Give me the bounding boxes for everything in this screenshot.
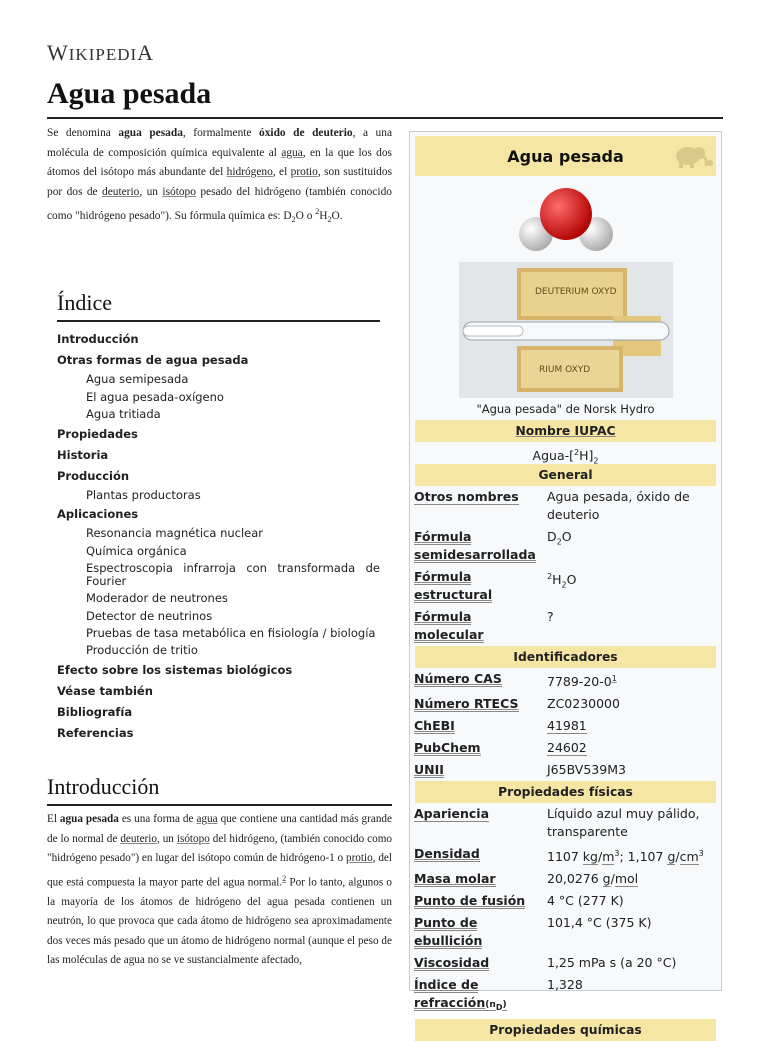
link-unii[interactable]: UNII [414, 762, 444, 778]
section-header-general: General [415, 464, 716, 486]
iupac-name: Agua-$[^2H]_2$ [532, 448, 599, 466]
toc-title: Índice [57, 290, 380, 322]
toc-item[interactable]: Bibliografía [57, 704, 133, 719]
toc-list [57, 329, 380, 744]
link-densidad[interactable]: Densidad [414, 846, 480, 862]
toc-subitem[interactable]: Química orgánica [86, 543, 187, 558]
toc-subitem[interactable]: Pruebas de tasa metabólica en fisiología / biología [86, 626, 376, 640]
row-formula-molecular: Fórmula molecular ? [414, 609, 554, 642]
toc-subitem[interactable]: Agua tritiada [86, 407, 161, 421]
section-paragraph: El agua pesada es una forma de agua que contiene una cantidad más grande de lo normal de deuterio, un isótopo del hidrógeno, (también conocido como "hidrógeno pesado") en lugar del isótopo común de hidrógeno-1 o protio, del que está compuesta la mayor parte del agua normal.$^2$ Por lo tanto, algunos o la mayoría de los átomos de hidrógeno del agua pesada contienen un neutrón, lo que provoca que cada átomo de hidrógeno sea aproximadamente dos veces más pesado que un átomo de hidrógeno normal (aunque el peso de las moléculas de agua no se ve sustancialmente afectado, [47, 813, 393, 967]
table-of-contents [57, 290, 380, 744]
link-indice-refraccion[interactable]: Índice de refracción [414, 977, 486, 1011]
toc-item[interactable]: Introducción [57, 332, 139, 346]
link-pubchem-value[interactable]: 24602 [547, 740, 587, 756]
row-apariencia: Apariencia Líquido azul muy pálido, transparente [414, 806, 700, 840]
row-numero-cas: Número CAS $7789-20-0^1$ [414, 671, 617, 690]
link-punto-fusion[interactable]: Punto de fusión [414, 893, 526, 909]
link-deuterio[interactable]: deuterio [102, 185, 140, 198]
row-unii: UNII J65BV539M3 [414, 762, 626, 778]
row-punto-fusion: Punto de fusión 4 °C (277 K) [414, 893, 624, 909]
toc-item[interactable]: Otras formas de agua pesada [57, 353, 249, 367]
section-header-propiedades-quimicas: Propiedades químicas [415, 1019, 716, 1041]
toc-subitem[interactable]: Resonancia magnética nuclear [86, 526, 264, 540]
link-numero-rtecs[interactable]: Número RTECS [414, 696, 519, 712]
toc-subitem[interactable]: Espectroscopia infrarroja con transformada de Fourier [86, 561, 380, 588]
link-viscosidad[interactable]: Viscosidad [414, 955, 490, 971]
ampoule-photo[interactable] [459, 262, 673, 398]
link-pubchem[interactable]: PubChem [414, 740, 481, 756]
image-caption: "Agua pesada" de Norsk Hydro [476, 402, 655, 416]
infobox-title: Agua pesada [415, 136, 716, 176]
link-deuterio[interactable]: deuterio [120, 832, 157, 845]
row-otros-nombres: Otros nombres Agua pesada, óxido de deuterio [414, 489, 690, 522]
link-masa-molar[interactable]: Masa molar [414, 871, 496, 887]
section-header-iupac[interactable]: Nombre IUPAC [415, 420, 716, 442]
toc-subitem[interactable]: Detector de neutrinos [86, 608, 213, 623]
toc-item[interactable]: Producción [57, 468, 130, 483]
link-isotopo[interactable]: isótopo [162, 185, 196, 198]
toc-subitem[interactable]: El agua pesada-oxígeno [86, 389, 224, 404]
row-chebi [414, 715, 717, 737]
link-chebi[interactable]: ChEBI [414, 718, 455, 734]
wikipedia-logo[interactable]: WIKIPEDIA [47, 40, 155, 65]
svg-text:DEUTERIUM OXYD: DEUTERIUM OXYD [534, 287, 617, 297]
row-viscosidad: Viscosidad 1,25 mPa s (a 20 °C) [414, 955, 677, 971]
link-agua[interactable]: agua [196, 813, 218, 825]
row-numero-rtecs: Número RTECS ZC0230000 [414, 696, 620, 712]
toc-item[interactable]: Aplicaciones [57, 507, 139, 521]
toc-subitem[interactable]: Producción de tritio [86, 643, 198, 657]
row-punto-ebullicion: Punto de ebullición 101,4 °C (375 K) [414, 915, 652, 949]
section-header-propiedades-fisicas: Propiedades físicas [415, 781, 716, 803]
section-header-identificadores: Identificadores [415, 646, 716, 668]
link-isotopo[interactable]: isótopo [176, 832, 210, 845]
page-title: Agua pesada [47, 77, 212, 110]
section-title-introduccion: Introducción [47, 774, 392, 806]
toc-subitem[interactable]: Plantas productoras [86, 487, 201, 502]
link-formula-semidesarrollada[interactable]: Fórmula semidesarrollada [414, 529, 536, 562]
toc-item[interactable]: Historia [57, 447, 109, 462]
toc-subitem[interactable]: Agua semipesada [86, 372, 189, 386]
toc-item[interactable]: Efecto sobre los sistemas biológicos [57, 662, 293, 677]
toc-item[interactable]: Referencias [57, 725, 134, 740]
reference-link[interactable]: 1 [611, 674, 617, 683]
link-numero-cas[interactable]: Número CAS [414, 671, 502, 686]
svg-text:RIUM OXYD: RIUM OXYD [538, 365, 590, 375]
title-divider [47, 117, 723, 119]
link-protio[interactable]: protio [290, 166, 318, 178]
water-molecule-image[interactable] [410, 176, 721, 258]
link-hidrogeno[interactable]: hidrógeno [226, 166, 273, 178]
row-densidad: Densidad 1107 $kg/m^3$; 1,107 $g/cm^3$ [414, 846, 704, 865]
link-chebi-value[interactable]: 41981 [547, 718, 587, 734]
row-formula-estructural: Fórmula estructural $^2H_2O$ [414, 569, 577, 602]
reference-link[interactable]: 2 [282, 873, 287, 883]
link-formula-molecular[interactable]: Fórmula molecular [414, 609, 484, 642]
mammoth-icon [670, 142, 714, 170]
intro-paragraph: Se denomina agua pesada, formalmente óxido de deuterio, a una molécula de composición química equivalente al agua, en la que los dos átomos del isótopo más abundante del hidrógeno, el protio, son sustituidos por dos de deuterio, un isótopo pesado del hidrógeno (también conocido como "hidrógeno pesado"). Su fórmula química es: $D_2O$ o $^2H_2O$. [47, 127, 393, 225]
row-indice-refraccion: Índice de $refracción(n_D)$ 1,328 [414, 977, 583, 1013]
link-punto-ebullicion[interactable]: Punto de ebullición [414, 915, 483, 949]
link-agua[interactable]: agua [281, 146, 303, 159]
toc-item[interactable]: Véase también [57, 683, 153, 698]
toc-subitem[interactable]: Moderador de neutrones [86, 591, 228, 605]
row-masa-molar: Masa molar 20,0276 g/mol [414, 871, 639, 887]
row-formula-semidesarrollada: Fórmula semidesarrollada $D_2O$ [414, 529, 572, 562]
row-pubchem [414, 737, 717, 759]
infobox [409, 131, 722, 1038]
toc-item[interactable]: Propiedades [57, 426, 138, 441]
link-protio[interactable]: protio [345, 852, 373, 864]
link-formula-estructural[interactable]: Fórmula estructural [414, 569, 493, 602]
